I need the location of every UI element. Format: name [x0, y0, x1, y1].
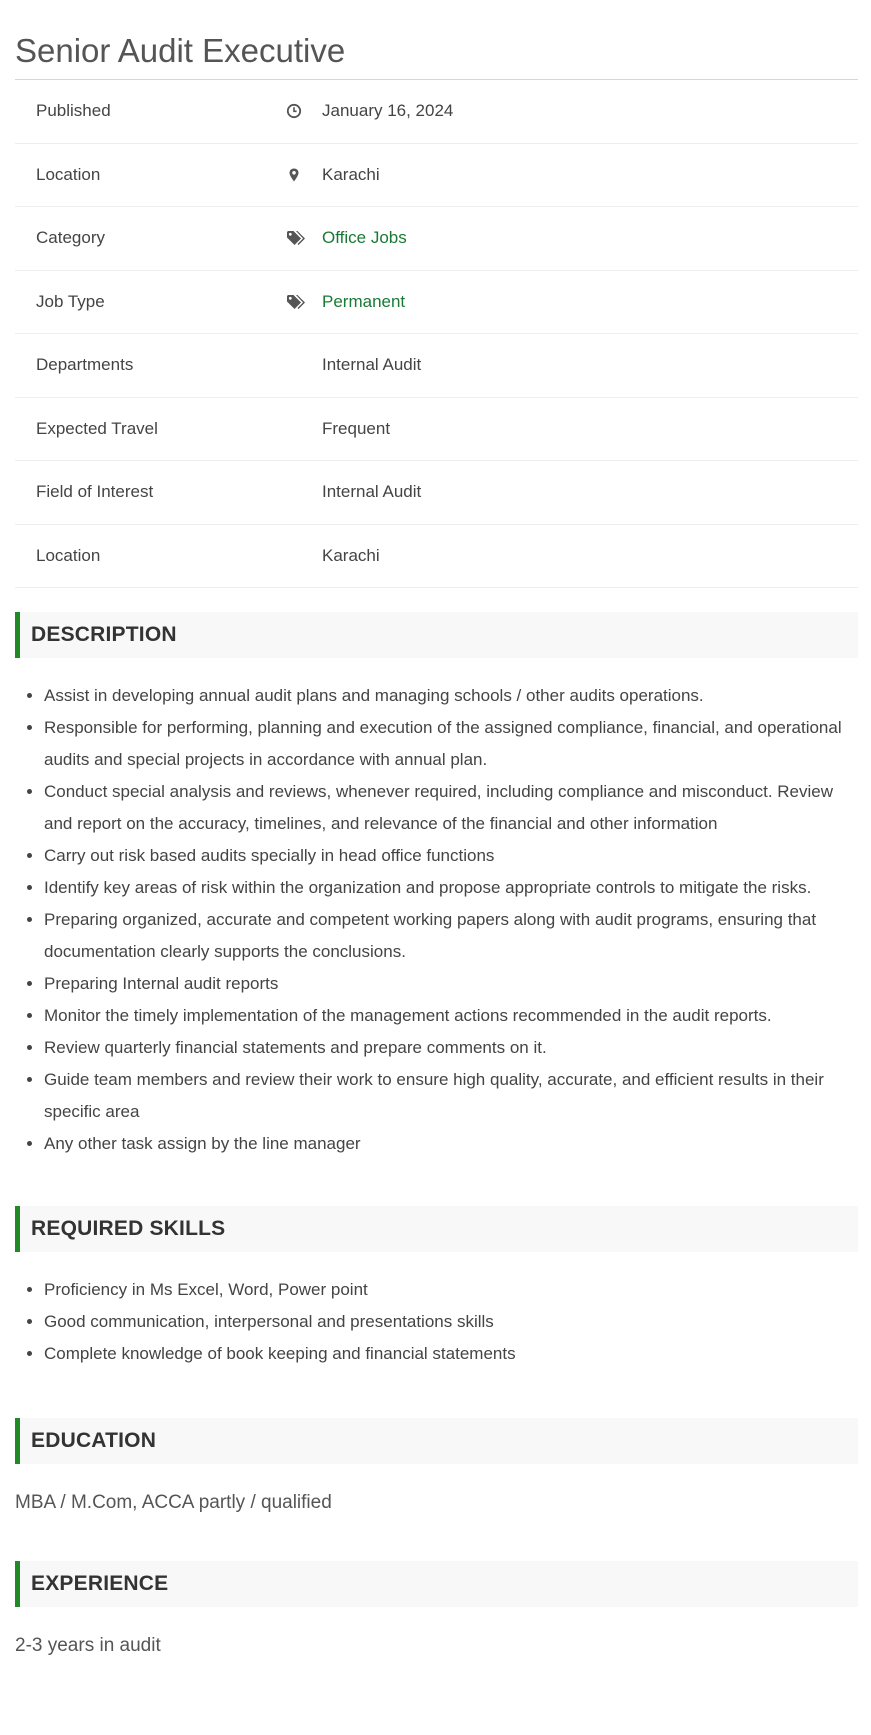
experience-heading: EXPERIENCE: [15, 1561, 858, 1607]
list-item: • Good communication, interpersonal and presentations skills: [44, 1306, 858, 1338]
meta-row-departments: [15, 334, 858, 398]
meta-label: Departments: [36, 355, 134, 375]
list-item: • Proficiency in Ms Excel, Word, Power point: [44, 1274, 858, 1306]
skills-list: [15, 1274, 858, 1370]
job-detail: [15, 0, 858, 1658]
category-link[interactable]: Office Jobs: [322, 228, 407, 248]
meta-value: Frequent: [322, 418, 391, 438]
education-text: MBA / M.Com, ACCA partly / qualified: [15, 1492, 332, 1513]
clock-icon: [286, 103, 322, 119]
tags-icon: [286, 230, 322, 246]
meta-label: Location: [36, 545, 101, 565]
skills-heading: REQUIRED SKILLS: [15, 1206, 858, 1252]
page-title: Senior Audit Executive: [15, 32, 346, 69]
experience-text: 2-3 years in audit: [15, 1635, 161, 1656]
description-heading: DESCRIPTION: [15, 612, 858, 658]
meta-label: Location: [36, 164, 101, 184]
meta-label: Expected Travel: [36, 418, 158, 438]
meta-row-field-of-interest: [15, 461, 858, 525]
job-meta-table: [15, 80, 858, 588]
description-list: [15, 680, 858, 1160]
meta-label: Category: [36, 228, 105, 248]
meta-row-job-type: [15, 271, 858, 335]
meta-value: January 16, 2024: [322, 101, 454, 121]
education-heading: EDUCATION: [15, 1418, 858, 1464]
meta-label: Field of Interest: [36, 482, 154, 502]
list-item: • Guide team members and review their work to ensure high quality, accurate, and efficient results in their specific area: [44, 1064, 858, 1128]
meta-label: Job Type: [36, 291, 105, 311]
list-item: • Monitor the timely implementation of the management actions recommended in the audit reports.: [44, 1000, 858, 1032]
list-item: • Preparing Internal audit reports: [44, 968, 858, 1000]
list-item: • Identify key areas of risk within the organization and propose appropriate controls to mitigate the risks.: [44, 872, 858, 904]
meta-value: Internal Audit: [322, 355, 422, 375]
list-item: • Assist in developing annual audit plans and managing schools / other audits operations.: [44, 680, 858, 712]
list-item: • Preparing organized, accurate and competent working papers along with audit programs, ensuring that documentation clearly supports the conclusions.: [44, 904, 858, 968]
meta-value: Internal Audit: [322, 482, 422, 502]
meta-value: Karachi: [322, 545, 380, 565]
job-type-link[interactable]: Permanent: [322, 291, 406, 311]
list-item: • Conduct special analysis and reviews, whenever required, including compliance and misconduct. Review and report on the accuracy, timelines, and relevance of the financial and other information: [44, 776, 858, 840]
tags-icon: [286, 294, 322, 310]
list-item: • Review quarterly financial statements and prepare comments on it.: [44, 1032, 858, 1064]
meta-row-location-2: [15, 525, 858, 589]
list-item: • Any other task assign by the line manager: [44, 1128, 858, 1160]
meta-value: Karachi: [322, 164, 380, 184]
list-item: • Complete knowledge of book keeping and financial statements: [44, 1338, 858, 1370]
meta-row-published: [15, 80, 858, 144]
meta-row-location: [15, 144, 858, 208]
list-item: • Responsible for performing, planning and execution of the assigned compliance, financial, and operational audits and special projects in accordance with annual plan.: [44, 712, 858, 776]
map-marker-icon: [286, 167, 322, 183]
meta-label: Published: [36, 101, 111, 121]
meta-row-category: [15, 207, 858, 271]
meta-row-expected-travel: [15, 398, 858, 462]
list-item: • Carry out risk based audits specially in head office functions: [44, 840, 858, 872]
